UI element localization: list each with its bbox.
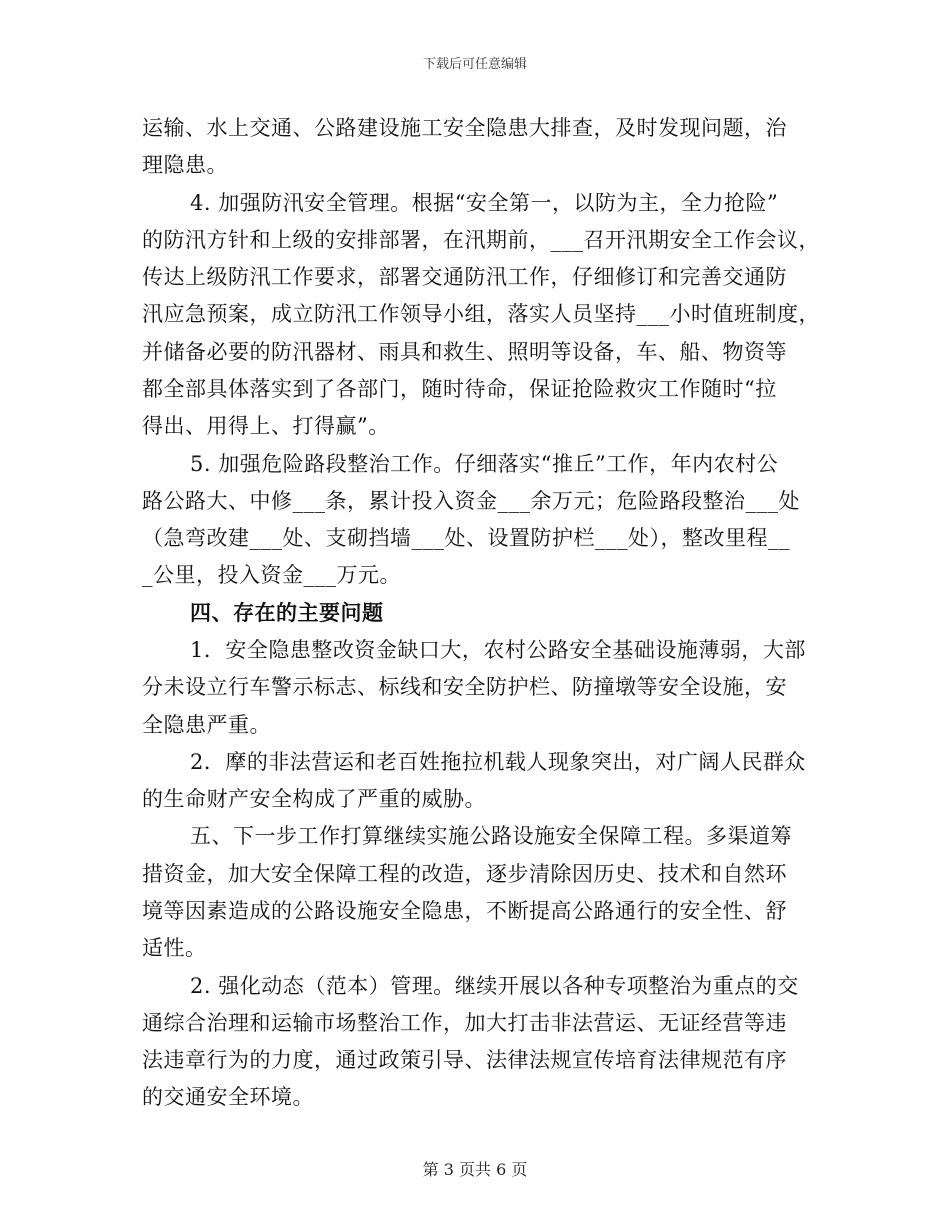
text-line: 分未设立行车警示标志、标线和安全防护栏、防撞墩等安全设施，安 (142, 675, 787, 699)
text-line: 的生命财产安全构成了严重的威胁。 (142, 787, 486, 811)
text-line: 得出、用得上、打得赢”。 (142, 414, 390, 438)
text-line: 运输、水上交通、公路建设施工安全隐患大排查，及时发现问题，治 (142, 116, 787, 140)
page-footer: 第 3 页共 6 页 (422, 1160, 528, 1179)
text-line: 措资金，加大安全保障工程的改造，逐步清除因历史、技术和自然环 (142, 862, 787, 886)
text-line: 的防汛方针和上级的安排部署，在汛期前，___召开汛期安全工作会议， (142, 228, 820, 252)
text-line: （急弯改建___处、支砌挡墙___处、设置防护栏___处），整改里程__ (142, 526, 790, 550)
text-line: 2．摩的非法营运和老百姓拖拉机载人现象突出，对广阔人民群众 (190, 750, 806, 774)
text-line: 通综合治理和运输市场整治工作，加大打击非法营运、无证经营等违 (142, 1011, 787, 1035)
text-line: 并储备必要的防汛器材、雨具和救生、照明等设备，车、船、物资等 (142, 340, 787, 364)
text-line: _公里，投入资金___万元。 (142, 563, 401, 587)
text-line: 路公路大、中修___条，累计投入资金___余万元；危险路段整治___处 (142, 489, 800, 513)
text-line: 的交通安全环境。 (142, 1085, 314, 1109)
text-line: 汛应急预案，成立防汛工作领导小组，落实人员坚持___小时值班制度， (142, 302, 820, 326)
text-line: 传达上级防汛工作要求，部署交通防汛工作，仔细修订和完善交通防 (142, 265, 787, 289)
text-line: 都全部具体落实到了各部门，随时待命，保证抢险救灾工作随时“拉 (142, 377, 777, 401)
page-header: 下载后可任意编辑 (422, 57, 527, 72)
text-line: 理隐患。 (142, 153, 228, 177)
text-line: 境等因素造成的公路设施安全隐患，不断提高公路通行的安全性、舒 (142, 899, 787, 923)
text-line: 适性。 (142, 936, 207, 960)
text-line: 1．安全隐患整改资金缺口大，农村公路安全基础设施薄弱，大部 (190, 638, 806, 662)
text-line: 全隐患严重。 (142, 713, 271, 737)
text-line: 5. 加强危险路段整治工作。仔细落实“推丘”工作，年内农村公 (190, 452, 779, 476)
text-line: 2. 强化动态（范本）管理。继续开展以各种专项整治为重点的交 (190, 974, 799, 998)
text-line: 4. 加强防汛安全管理。根据“安全第一，以防为主，全力抢险” (190, 191, 779, 215)
section-heading: 四、存在的主要问题 (190, 600, 384, 625)
text-line: 五、下一步工作打算继续实施公路设施安全保障工程。多渠道筹 (190, 824, 792, 848)
text-line: 法违章行为的力度，通过政策引导、法律法规宣传培育法律规范有序 (142, 1048, 787, 1072)
